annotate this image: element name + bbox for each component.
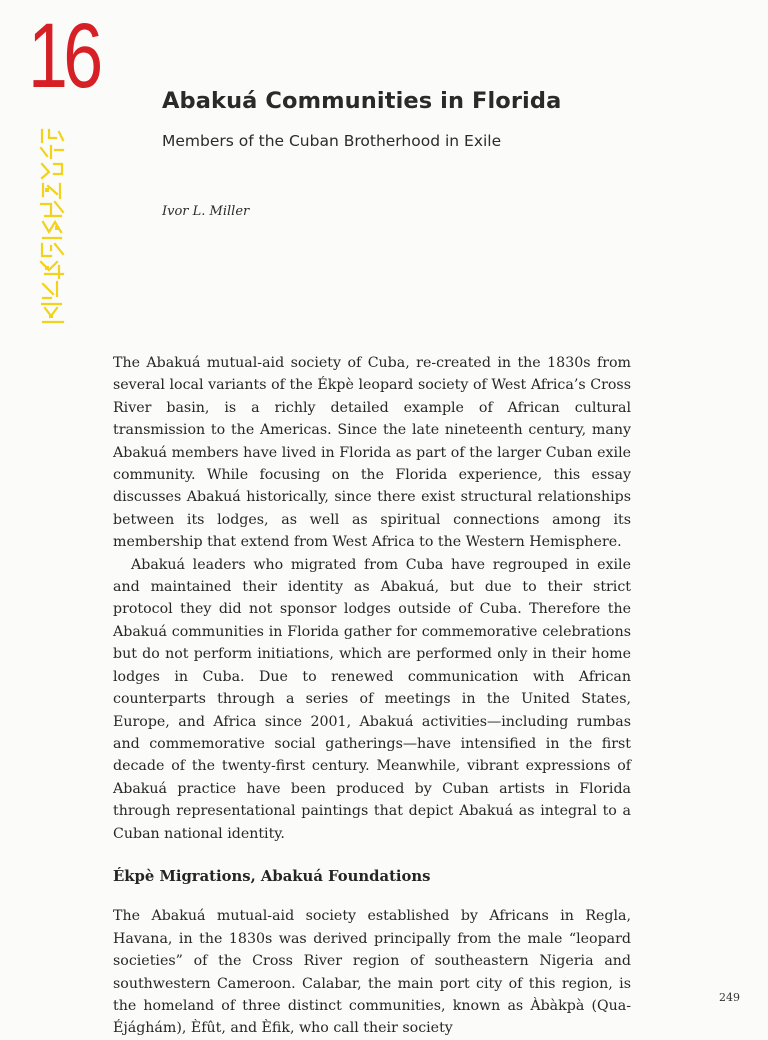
author-name: Ivor L. Miller [162,204,250,219]
nsibidi-ornament-icon [39,128,65,330]
page-number: 249 [719,991,740,1004]
chapter-subtitle: Members of the Cuban Brotherhood in Exile [162,132,502,150]
paragraph: Abakuá leaders who migrated from Cuba have regrouped in exile and maintained their identity as Abakuá, but due to their strict protocol they did not sponsor lodges outside of Cuba. Therefore the Abakuá communities in Florida gather for commemorative celebrations but do not perform initiations, which are performed only in their home lodges in Cuba. Due to renewed communication with African counterparts through a series of meetings in the United States, Europe, and Africa since 2001, Abakuá activities—including rumbas and commemorative social gatherings—have intensified in the first decade of the twenty-first century. Meanwhile, vibrant expressions of Abakuá practice have been produced by Cuban artists in Florida through representational paintings that depict Abakuá as integral to a Cuban national identity. [113,556,631,842]
paragraph: The Abakuá mutual-aid society of Cuba, re-created in the 1830s from several local variants of the Ékpè leopard society of West Africa’s Cross River basin, is a richly detailed example of African cultural transmission to the Americas. Since the late nineteenth century, many Abakuá members have lived in Florida as part of the larger Cuban exile community. While focusing on the Florida experience, this essay discusses Abakuá historically, since there exist structural relationships between its lodges, as well as spiritual connections among its membership that extend from West Africa to the Western Hemisphere. [113,355,631,551]
section-heading: Ékpè Migrations, Abakuá Foundations [113,867,431,885]
body-text [113,352,631,1040]
chapter-title: Abakuá Communities in Florida [162,88,562,114]
chapter-number: 16 [28,5,99,107]
paragraph: The Abakuá mutual-aid society established by Africans in Regla, Havana, in the 1830s was derived principally from the male “leopard societies” of the Cross River region of southeastern Nigeria and southwestern Cameroon. Calabar, the main port city of this region, is the homeland of three distinct communities, known as Àbàkpà (Qua-Éjághám), Èfût, and Èfik, who call their society [113,908,631,1037]
